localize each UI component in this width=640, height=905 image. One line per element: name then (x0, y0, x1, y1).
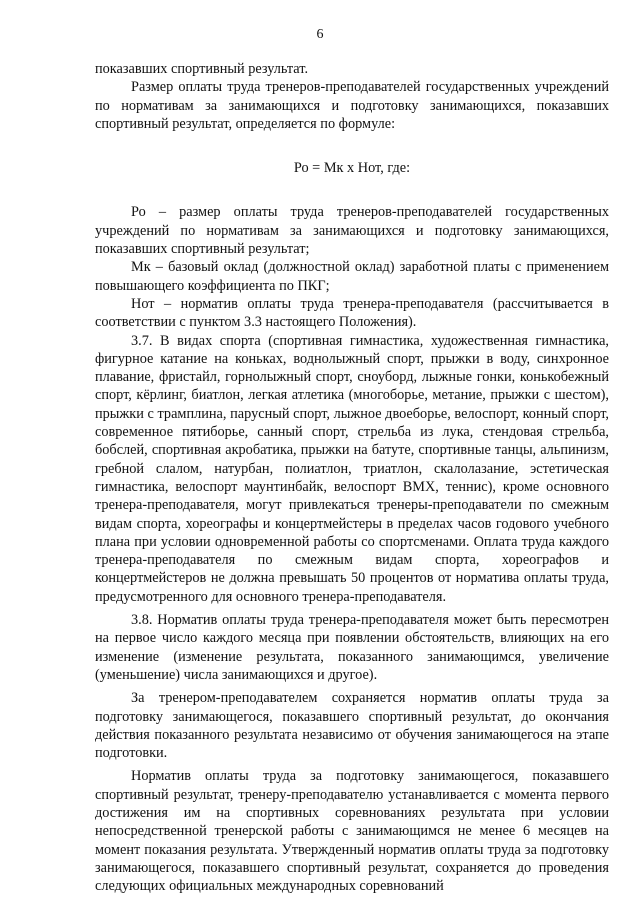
definition-mk: Мк – базовый оклад (должностной оклад) заработной платы с применением повышающего коэффициента по ПКГ; (95, 259, 609, 294)
formula: Ро = Мк х Нот, где: (293, 160, 411, 177)
definition-not: Нот – норматив оплаты труда тренера-преподавателя (рассчитывается в соответствии с пунктом 3.3 настоящего Положения). (95, 295, 609, 331)
paragraph-retained-norm: За тренером-преподавателем сохраняется норматив оплаты труда за подготовку занимающегося, показавшего спортивный результат, до окончания действия показанного результата независимо от обучения занимающегося на этапе подготовки. (95, 690, 609, 762)
paragraph-continuation: показавших спортивный результат. (95, 61, 309, 77)
section-3-7: 3.7. В видах спорта (спортивная гимнастика, художественная гимнастика, фигурное катание на коньках, воднолыжный спорт, прыжки в воду, синхронное плавание, фристайл, горнолыжный спорт, сноуборд, лыжные гонки, конькобежный спорт, кёрлинг, биатлон, легкая атлетика (многоборье, метание, прыжки с шестом), прыжки с трамплина, парусный спорт, лыжное двоеборье, велоспорт, конный спорт, современное пятиборье, санный спорт, стрельба из лука, стендовая стрельба, бобслей, спортивная акробатика, прыжки на батуте, спортивные танцы, альпинизм, гребной слалом, натурбан, полиатлон, триатлон, скалолазание, эстетическая гимнастика, велоспорт маунтинбайк, велоспорт ВМХ, теннис), кроме основного тренера-преподавателя, могут привлекаться тренеры-преподаватели по смежным видам спорта, хореографы и концертмейстеры в пределах часов годового учебного плана при условии одновременной работы со спортсменами. Оплата труда каждого тренера-преподавателя по смежным видам спорта, хореографов и концертмейстеров не должна превышать 50 процентов от норматива оплаты труда, предусмотренного для основного тренера-преподавателя. (95, 332, 609, 605)
document-body (95, 60, 609, 895)
page-number: 6 (316, 27, 324, 42)
paragraph-norm-establishment: Норматив оплаты труда за подготовку занимающегося, показавшего спортивный результат, тренеру-преподавателю устанавливается с момента первого достижения им на спортивных соревнованиях результата при условии непосредственной тренерской работы с занимающимся не менее 6 месяцев на момент показания результата. Утвержденный норматив оплаты труда за подготовку занимающегося, показавшего спортивный результат, сохраняется до проведения следующих официальных международных соревнований (95, 768, 609, 895)
paragraph-payment-size: Размер оплаты труда тренеров-преподавателей государственных учреждений по нормативам за занимающихся и подготовку занимающихся, показавших спортивный результат, определяется по формуле: (95, 79, 609, 132)
definition-ro: Ро – размер оплаты труда тренеров-преподавателей государственных учреждений по нормативам за занимающихся и подготовку занимающихся, показавших спортивный результат; (95, 204, 609, 258)
section-3-8: 3.8. Норматив оплаты труда тренера-преподавателя может быть пересмотрен на первое число каждого месяца при появлении обстоятельств, влияющих на его изменение (изменение результата, показанного занимающимся, увеличение (уменьшение) числа занимающихся и другое). (95, 612, 609, 683)
